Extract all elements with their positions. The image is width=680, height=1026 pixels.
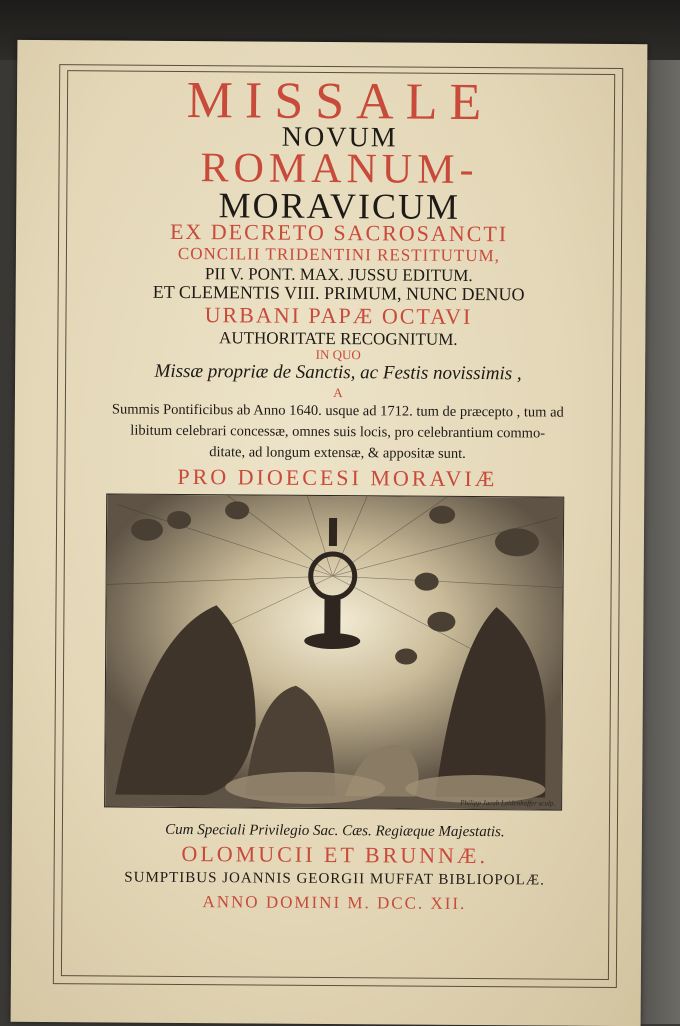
title-missale: MISSALE: [186, 71, 494, 132]
title-novum: NOVUM: [281, 121, 398, 154]
line-year: ANNO DOMINI M. DCC. XII.: [202, 892, 467, 913]
title-moravicum: MORAVICUM: [218, 185, 461, 227]
engraving-illustration: [105, 494, 563, 809]
line-place: OLOMUCII ET BRUNNÆ.: [181, 840, 489, 869]
engraver-signature: Philipp Jacob Leidenhoffer sculp.: [460, 798, 556, 808]
frontispiece-engraving: [104, 493, 564, 810]
line-a: A: [333, 385, 343, 401]
line-libitum: libitum celebrari concessæ, omnes suis locis, pro celebrantium commo-: [130, 422, 546, 442]
title-romanum: ROMANUM-: [200, 145, 479, 194]
line-ditate: ditate, ad longum extensæ, & appositæ sunt.: [209, 444, 466, 462]
line-pii-v: PII V. PONT. MAX. JUSSU EDITUM.: [204, 264, 473, 285]
line-missae: Missæ propriæ de Sanctis, ac Festis novissimis ,: [154, 360, 522, 385]
line-privilege: Cum Speciali Privilegio Sac. Cæs. Regiæque Majestatis.: [165, 821, 505, 841]
line-urbani: URBANI PAPÆ OCTAVI: [204, 302, 473, 329]
line-pro-dioecesi: PRO DIOECESI MORAVIÆ: [177, 463, 498, 492]
line-summis: Summis Pontificibus ab Anno 1640. usque ad 1712. tum de præcepto , tum ad: [111, 401, 564, 421]
line-ex-decreto: EX DECRETO SACROSANCTI: [169, 218, 509, 247]
line-concilii: CONCILII TRIDENTINI RESTITUTUM,: [177, 243, 501, 266]
line-publisher: SUMPTIBUS JOANNIS GEORGII MUFFAT BIBLIOPOLÆ.: [124, 869, 545, 889]
line-in-quo: IN QUO: [315, 346, 361, 363]
title-page: [11, 40, 648, 1026]
line-authoritate: AUTHORITATE RECOGNITUM.: [219, 328, 458, 349]
line-clementis: ET CLEMENTIS VIII. PRIMUM, NUNC DENUO: [152, 281, 525, 305]
